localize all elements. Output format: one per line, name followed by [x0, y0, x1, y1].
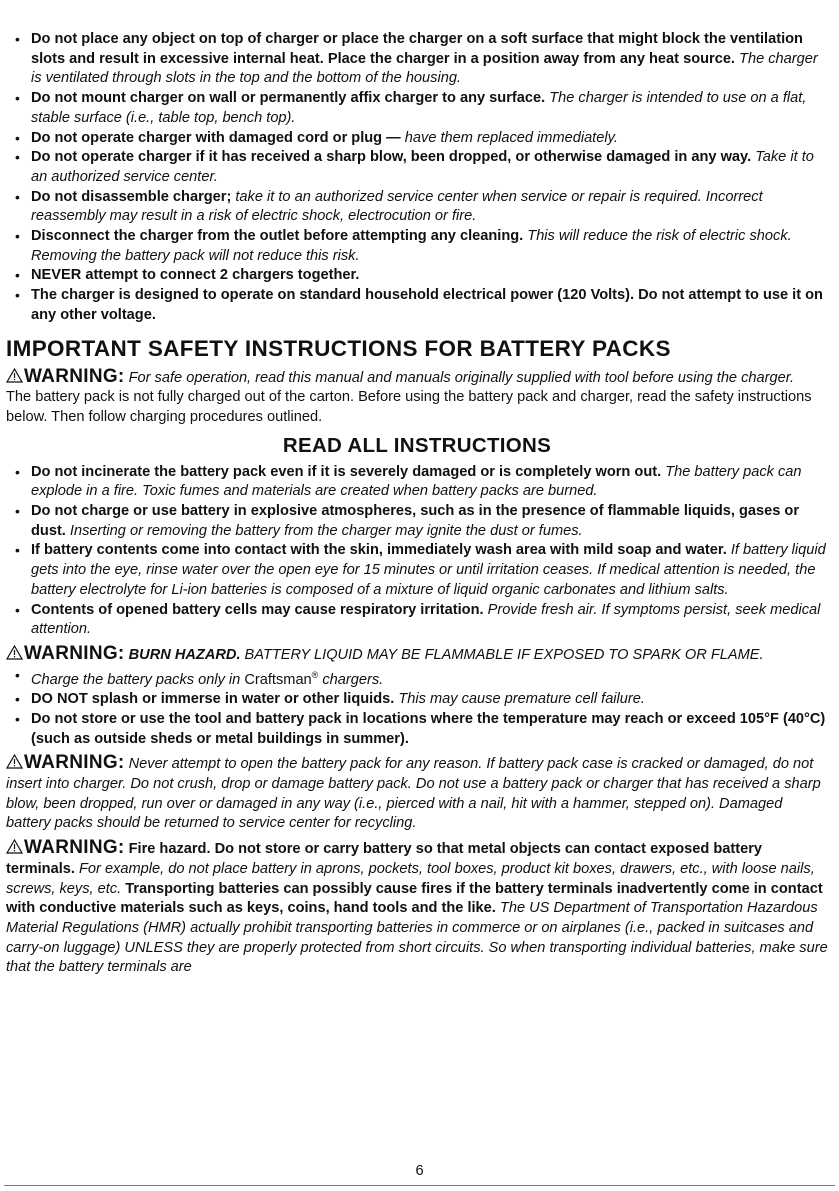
warning-burn-hazard: WARNING: BURN HAZARD. BATTERY LIQUID MAY BE FLAMMABLE IF EXPOSED TO SPARK OR FLAME.	[6, 644, 828, 666]
list-item: • The charger is designed to operate on standard household electrical power (120 Volts). Do not attempt to use it on any other voltage.	[6, 286, 828, 325]
burn-hazard-list	[6, 666, 828, 750]
list-item: • Do not mount charger on wall or permanently affix charger to any surface. The charger is intended to use on a flat, stable surface (i.e., table top, bench top).	[6, 89, 828, 128]
list-item: • Do not operate charger if it has received a sharp blow, been dropped, or otherwise damaged in any way. Take it to an authorized service center.	[6, 148, 828, 187]
page-bottom-rule	[4, 1185, 835, 1186]
list-item: • NEVER attempt to connect 2 chargers together.	[6, 266, 828, 286]
warning-operation: WARNING: For safe operation, read this manual and manuals originally supplied with tool before using the charger.	[6, 367, 828, 389]
warning-heading: WARNING:	[6, 643, 125, 664]
warning-fire-hazard: WARNING: Fire hazard. Do not store or carry battery so that metal objects can contact exposed battery terminals. For example, do not place battery in aprons, pockets, tool boxes, product kit boxes, drawers, etc., with loose nails, screws, keys, etc. Transporting batteries can possibly cause fires if the battery terminals inadvertently come in contact with conductive materials such as keys, coins, hand tools and the like. The US Department of Transportation Hazardous Material Regulations (HMR) actually prohibit transporting batteries in commerce or on airplanes (i.e., packed in suitcases and carry-on luggage) UNLESS they are properly protected from short circuits. So when transporting individual batteries, make sure that the battery terminals are	[6, 837, 828, 976]
list-item: • Disconnect the charger from the outlet before attempting any cleaning. This will reduce the risk of electric shock. Removing the battery pack will not reduce this risk.	[6, 227, 828, 266]
list-item: • If battery contents come into contact with the skin, immediately wash area with mild soap and water. If battery liquid gets into the eye, rinse water over the open eye for 15 minutes or until irritation ceases. If medical attention is needed, the battery electrolyte for Li-ion batteries is composed of a mixture of liquid organic carbonates and lithium salts.	[6, 541, 828, 600]
warning-heading: WARNING:	[6, 752, 125, 773]
warning-open-pack: WARNING: Never attempt to open the battery pack for any reason. If battery pack case is cracked or damaged, do not insert into charger. Do not crush, drop or damage battery pack. Do not use a battery pack or charger that has received a sharp blow, been dropped, run over or damaged in any way (i.e., pierced with a nail, hit with a hammer, stepped on). Damaged battery packs should be returned to service center for recycling.	[6, 752, 821, 832]
charger-safety-list	[6, 30, 828, 326]
page-number: 6	[415, 1163, 424, 1179]
list-item: • Contents of opened battery cells may cause respiratory irritation. Provide fresh air. If symptoms persist, seek medical attention.	[6, 601, 828, 640]
brand-name: Craftsman	[244, 671, 312, 688]
list-item: • DO NOT splash or immerse in water or other liquids. This may cause premature cell failure.	[6, 690, 828, 710]
read-all-heading: READ ALL INSTRUCTIONS	[282, 433, 552, 457]
warning-triangle-icon	[6, 645, 23, 660]
manual-page	[6, 30, 828, 978]
intro-text: The battery pack is not fully charged out of the carton. Before using the battery pack and charger, read the safety instructions below. Then follow charging procedures outlined.	[6, 389, 812, 425]
list-item: • Do not store or use the tool and battery pack in locations where the temperature may reach or exceed 105°F (40°C) (such as outside sheds or metal buildings in summer).	[6, 710, 828, 749]
warning-heading: WARNING:	[6, 837, 125, 858]
warning-triangle-icon	[6, 368, 23, 383]
list-item: • Do not charge or use battery in explosive atmospheres, such as in the presence of flammable liquids, gases or dust. Inserting or removing the battery from the charger may ignite the dust or fumes.	[6, 502, 828, 541]
list-item: • Charge the battery packs only in Craftsman® chargers.	[6, 666, 828, 691]
list-item: • Do not place any object on top of charger or place the charger on a soft surface that might block the ventilation slots and result in excessive internal heat. Place the charger in a position away from any heat source. The charger is ventilated through slots in the top and the bottom of the housing.	[6, 30, 828, 89]
battery-safety-list	[6, 463, 828, 640]
warning-triangle-icon	[6, 839, 23, 854]
list-item: • Do not disassemble charger; take it to an authorized service center when service or repair is required. Incorrect reassembly may result in a risk of electric shock, electrocution or fire.	[6, 188, 828, 227]
warning-heading: WARNING:	[6, 366, 125, 387]
section-title: IMPORTANT SAFETY INSTRUCTIONS FOR BATTERY PACKS	[6, 335, 671, 361]
list-item: • Do not incinerate the battery pack even if it is severely damaged or is completely worn out. The battery pack can explode in a fire. Toxic fumes and materials are created when battery packs are burned.	[6, 463, 828, 502]
list-item: • Do not operate charger with damaged cord or plug — have them replaced immediately.	[6, 129, 828, 149]
warning-triangle-icon	[6, 754, 23, 769]
